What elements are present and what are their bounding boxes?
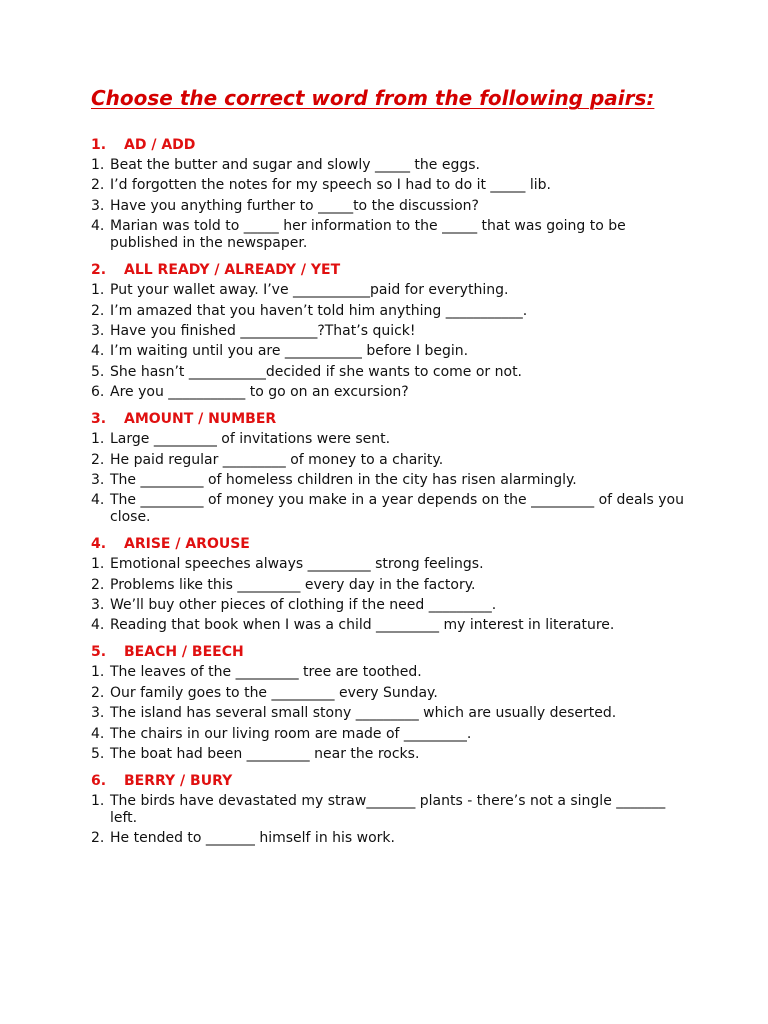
section-number: 2.	[91, 262, 107, 279]
question-item	[91, 830, 691, 847]
question-number: 2.	[91, 576, 105, 593]
section-heading	[91, 535, 691, 553]
question-number: 2.	[91, 684, 105, 701]
question-text: Are you ___________ to go on an excursion?	[110, 384, 409, 401]
question-text: Emotional speeches always _________ strong feelings.	[110, 556, 484, 573]
section-word-pair: AMOUNT / NUMBER	[124, 411, 277, 428]
question-item	[91, 198, 691, 215]
question-item	[91, 157, 691, 174]
question-number: 5.	[91, 363, 105, 380]
question-item	[91, 431, 691, 448]
question-text: I’m amazed that you haven’t told him anything ___________.	[110, 302, 528, 319]
question-list	[91, 282, 691, 401]
question-list	[91, 157, 691, 252]
question-item	[91, 472, 691, 489]
question-number: 5.	[91, 746, 105, 763]
section-heading	[91, 643, 691, 661]
exercise-section	[91, 410, 691, 526]
question-number: 3.	[91, 705, 105, 722]
exercise-section	[91, 261, 691, 401]
question-number: 1.	[91, 157, 105, 173]
question-text: We’ll buy other pieces of clothing if the need _________.	[110, 597, 497, 614]
question-text: The leaves of the _________ tree are toothed.	[110, 664, 422, 681]
section-heading	[91, 261, 691, 279]
question-text: Our family goes to the _________ every Sunday.	[110, 684, 438, 701]
section-word-pair: BEACH / BEECH	[124, 644, 244, 661]
section-word-pair: BERRY / BURY	[124, 773, 233, 790]
section-heading	[91, 136, 691, 154]
section-word-pair: ARISE / AROUSE	[124, 536, 250, 553]
question-item	[91, 492, 691, 526]
question-number: 4.	[91, 218, 105, 235]
question-item	[91, 384, 691, 401]
question-item	[91, 364, 691, 381]
question-text: The _________ of money you make in a year depends on the _________ of deals you close.	[110, 492, 689, 526]
question-number: 1.	[91, 793, 105, 810]
question-text: He tended to _______ himself in his work.	[110, 830, 395, 847]
question-item	[91, 705, 691, 722]
question-item	[91, 282, 691, 299]
question-number: 4.	[91, 725, 105, 742]
exercise-section	[91, 772, 691, 847]
question-text: The chairs in our living room are made of _________.	[110, 725, 472, 742]
question-item	[91, 218, 691, 252]
question-item	[91, 726, 691, 743]
question-text: The island has several small stony _________ which are usually deserted.	[110, 705, 617, 722]
question-text: He paid regular _________ of money to a charity.	[110, 451, 444, 468]
section-number: 3.	[91, 411, 107, 428]
question-item	[91, 617, 691, 634]
question-text: Problems like this _________ every day in the factory.	[110, 576, 476, 593]
question-text: Beat the butter and sugar and slowly _____ the eggs.	[110, 157, 480, 173]
question-text: She hasn’t ___________decided if she wants to come or not.	[110, 363, 523, 380]
question-number: 4.	[91, 492, 105, 509]
question-text: Have you anything further to _____to the discussion?	[110, 197, 479, 214]
question-text: The _________ of homeless children in the city has risen alarmingly.	[110, 471, 577, 488]
question-item	[91, 664, 691, 681]
question-item	[91, 556, 691, 573]
question-number: 6.	[91, 384, 105, 401]
question-text: I’d forgotten the notes for my speech so I had to do it _____ lib.	[110, 177, 551, 194]
section-heading	[91, 772, 691, 790]
exercise-section	[91, 643, 691, 763]
question-item	[91, 323, 691, 340]
section-word-pair: AD / ADD	[124, 137, 196, 153]
question-number: 4.	[91, 343, 105, 360]
question-number: 2.	[91, 302, 105, 319]
exercise-section	[91, 535, 691, 634]
question-item	[91, 177, 691, 194]
question-number: 1.	[91, 664, 105, 681]
question-number: 1.	[91, 431, 105, 448]
question-number: 3.	[91, 197, 105, 214]
question-item	[91, 597, 691, 614]
question-item	[91, 793, 691, 827]
question-number: 2.	[91, 451, 105, 468]
question-text: I’m waiting until you are ___________ before I begin.	[110, 343, 469, 360]
question-item	[91, 452, 691, 469]
section-word-pair: ALL READY / ALREADY / YET	[124, 262, 341, 279]
question-text: The boat had been _________ near the rocks.	[110, 746, 420, 763]
section-number: 4.	[91, 536, 107, 553]
question-text: The birds have devastated my straw_______ plants - there’s not a single _______ left.	[110, 793, 670, 827]
section-number: 5.	[91, 644, 107, 661]
question-text: Reading that book when I was a child _________ my interest in literature.	[110, 617, 615, 634]
question-text: Marian was told to _____ her information to the _____ that was going to be published in the newspaper.	[110, 218, 631, 252]
exercise-section	[91, 136, 691, 252]
question-item	[91, 577, 691, 594]
question-number: 1.	[91, 556, 105, 573]
question-number: 2.	[91, 830, 105, 847]
worksheet-title: Choose the correct word from the following pairs:	[91, 86, 655, 110]
question-list	[91, 664, 691, 763]
question-number: 3.	[91, 597, 105, 614]
question-text: Have you finished ___________?That’s quick!	[110, 322, 416, 339]
question-number: 3.	[91, 322, 105, 339]
question-item	[91, 746, 691, 763]
section-heading	[91, 410, 691, 428]
exercise-sections	[91, 136, 691, 847]
worksheet-page	[91, 86, 691, 856]
question-number: 2.	[91, 177, 105, 194]
question-item	[91, 303, 691, 320]
section-number: 6.	[91, 773, 107, 790]
question-number: 1.	[91, 282, 105, 299]
question-text: Large _________ of invitations were sent.	[110, 431, 391, 448]
section-number: 1.	[91, 137, 107, 153]
question-text: Put your wallet away. I’ve ___________paid for everything.	[110, 282, 509, 299]
question-list	[91, 556, 691, 634]
question-item	[91, 685, 691, 702]
question-item	[91, 343, 691, 360]
question-list	[91, 431, 691, 526]
question-number: 4.	[91, 617, 105, 634]
question-number: 3.	[91, 471, 105, 488]
question-list	[91, 793, 691, 847]
